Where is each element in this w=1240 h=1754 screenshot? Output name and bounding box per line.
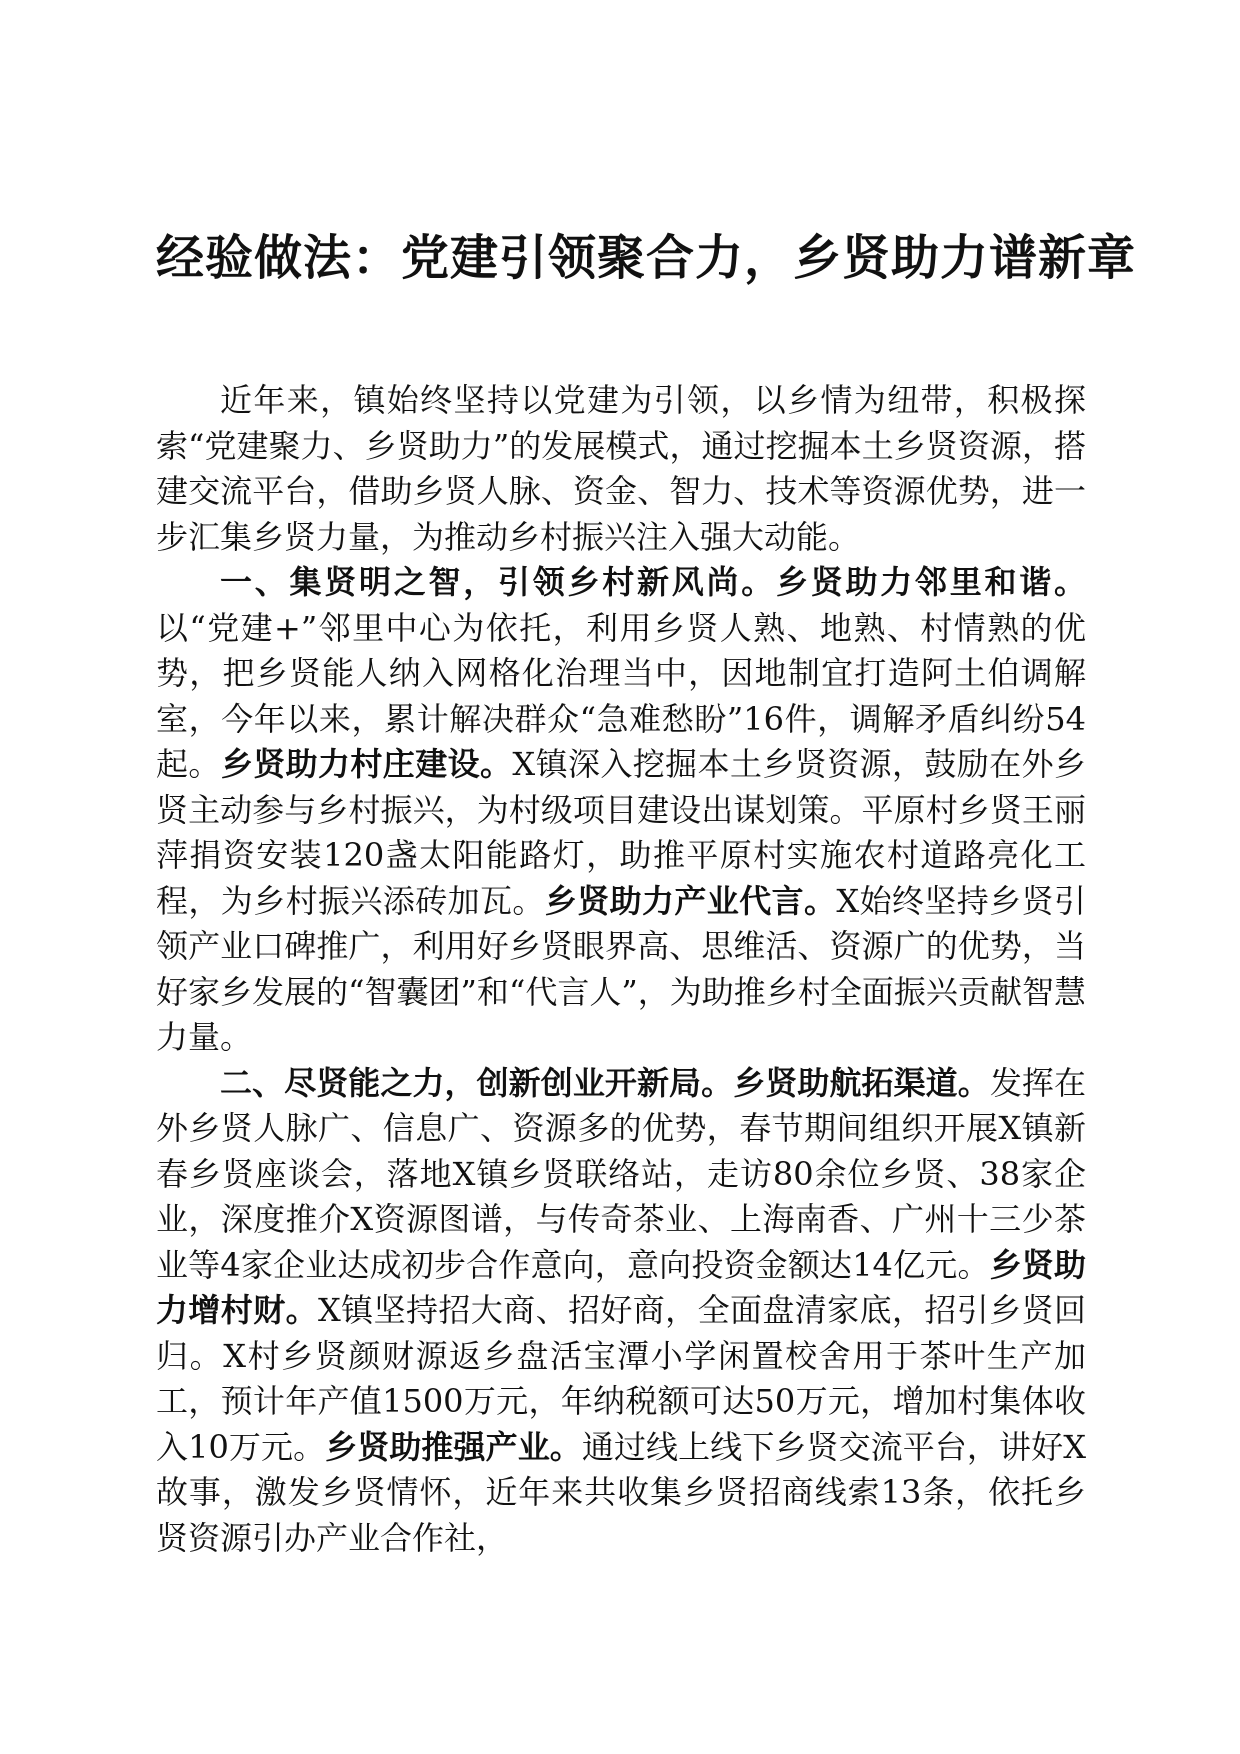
- subheading: 乡贤助力增村财。: [156, 1245, 1086, 1329]
- document-title: 经验做法：党建引领聚合力，乡贤助力谱新章: [156, 230, 1137, 286]
- paragraph-text: X镇深入挖掘本土乡贤资源，鼓励在外乡贤主动参与乡村振兴，为村级项目建设出谋划策。平原村乡贤王丽萍捐资安装120盏太阳能路灯，助推平原村实施农村道路亮化工程，为乡村振兴添砖加瓦。: [156, 745, 1086, 920]
- paragraph-text: 以“党建+”邻里中心为依托，利用乡贤人熟、地熟、村情熟的优势，把乡贤能人纳入网格化治理当中，因地制宜打造阿土伯调解室，今年以来，累计解决群众“急难愁盼”16件，调解矛盾纠纷54起。: [156, 608, 1086, 783]
- section-heading: 一、集贤明之智，引领乡村新风尚。乡贤助力邻里和谐。: [220, 563, 1086, 601]
- subheading: 乡贤助推强产业。: [325, 1427, 582, 1466]
- subheading: 乡贤助力产业代言。: [544, 881, 837, 920]
- paragraph-text: X始终坚持乡贤引领产业口碑推广，利用好乡贤眼界高、思维活、资源广的优势，当好家乡发展的“智囊团”和“代言人”，为助推乡村全面振兴贡献智慧力量。: [156, 881, 1086, 1056]
- paragraph-text: 发挥在外乡贤人脉广、信息广、资源多的优势，春节期间组织开展X镇新春乡贤座谈会，落地X镇乡贤联络站，走访80余位乡贤、38家企业，深度推介X资源图谱，与传奇茶业、上海南香、广州十三少茶业等4家企业达成初步合作意向，意向投资金额达14亿元。: [156, 1063, 1086, 1284]
- paragraph-section-2: [156, 1061, 1086, 1562]
- paragraph-text: X镇坚持招大商、招好商，全面盘清家底，招引乡贤回归。X村乡贤颜财源返乡盘活宝潭小学闲置校舍用于茶叶生产加工，预计年产值1500万元，年纳税额可达50万元，增加村集体收入10万元。: [156, 1291, 1086, 1466]
- subheading: 乡贤助力村庄建设。: [220, 745, 513, 783]
- paragraph-intro: [156, 378, 1086, 560]
- paragraph-text: 通过线上线下乡贤交流平台，讲好X故事，激发乡贤情怀，近年来共收集乡贤招商线索13条，依托乡贤资源引办产业合作社，: [156, 1427, 1086, 1557]
- paragraph-section-1: [156, 560, 1086, 1061]
- document-body: [156, 378, 1086, 1561]
- paragraph-text: 近年来，镇始终坚持以党建为引领，以乡情为纽带，积极探索“党建聚力、乡贤助力”的发展模式，通过挖掘本土乡贤资源，搭建交流平台，借助乡贤人脉、资金、智力、技术等资源优势，进一步汇集乡贤力量，为推动乡村振兴注入强大动能。: [156, 381, 1086, 556]
- section-heading: 二、尽贤能之力，创新创业开新局。乡贤助航拓渠道。: [220, 1063, 990, 1102]
